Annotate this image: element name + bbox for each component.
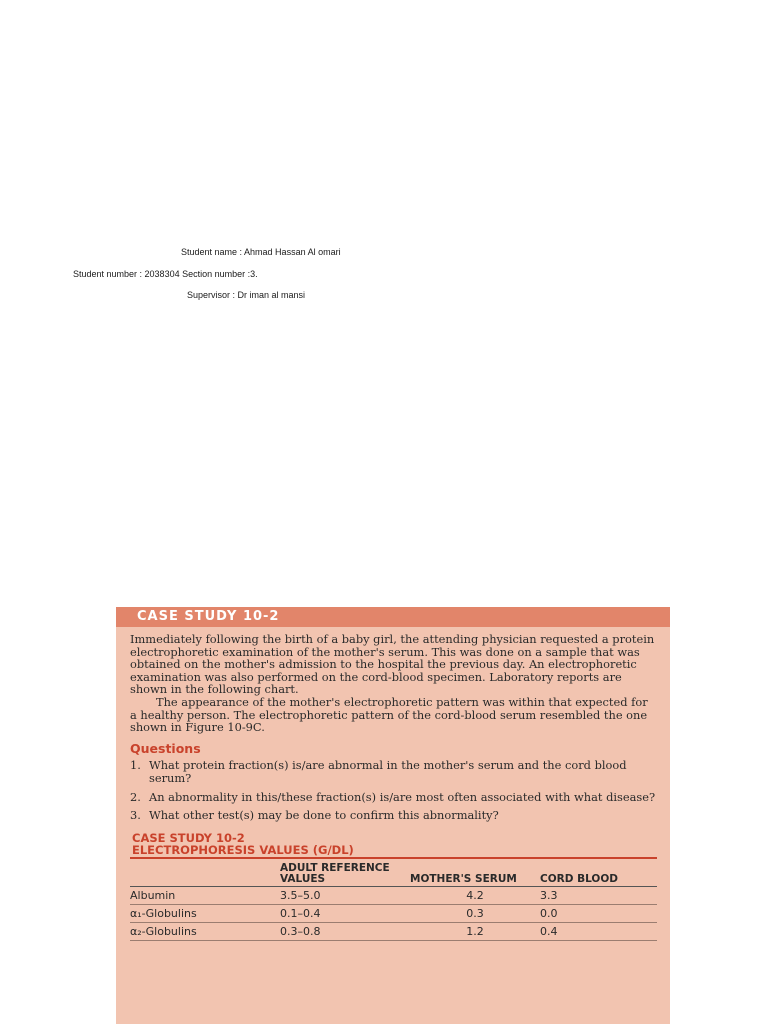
table-row <box>130 922 657 940</box>
table-row <box>130 886 657 904</box>
question-item <box>130 809 658 822</box>
question-text: An abnormality in this/these fraction(s) is/are most often associated with what disease? <box>149 789 656 804</box>
case-study-image <box>116 607 670 1024</box>
table-cell: α₁-Globulins <box>130 904 280 922</box>
supervisor: Supervisor : Dr iman al mansi <box>187 290 306 300</box>
table-title-line-1: CASE STUDY 10-2 <box>132 830 245 845</box>
question-item <box>130 791 658 804</box>
table-header-row <box>130 861 657 887</box>
question-text: What protein fraction(s) is/are abnormal in the mother's serum and the cord blood serum? <box>149 758 627 785</box>
table-cell: 0.1–0.4 <box>280 904 410 922</box>
table-cell: 3.3 <box>540 886 657 904</box>
question-item <box>130 759 658 784</box>
table-title-line-2: ELECTROPHORESIS VALUES (G/DL) <box>132 842 354 857</box>
case-study-body <box>116 627 670 941</box>
table-cell: 0.3 <box>410 904 540 922</box>
question-number: 2. <box>130 789 141 804</box>
table-cell: 4.2 <box>410 886 540 904</box>
table-cell: 0.4 <box>540 922 657 940</box>
question-number: 3. <box>130 808 141 823</box>
case-paragraph-2: The appearance of the mother's electrophoretic pattern was within that expected for a healthy person. The electrophoretic pattern of the cord-blood serum resembled the one shown in Figure 10-9C. <box>130 694 648 735</box>
column-header: ADULT REFERENCE VALUES <box>280 861 410 887</box>
table-cell: Albumin <box>130 886 280 904</box>
column-header: CORD BLOOD <box>540 861 657 887</box>
table-cell: α₂-Globulins <box>130 922 280 940</box>
column-header: MOTHER'S SERUM <box>410 861 540 887</box>
table-row <box>130 904 657 922</box>
case-study-header: CASE STUDY 10-2 <box>116 607 670 627</box>
table-title-rule <box>130 857 657 859</box>
column-header <box>130 861 280 887</box>
table-cell: 0.0 <box>540 904 657 922</box>
electrophoresis-table <box>130 861 657 941</box>
table-cell: 1.2 <box>410 922 540 940</box>
question-number: 1. <box>130 758 141 773</box>
table-title <box>130 832 658 856</box>
question-text: What other test(s) may be done to confirm this abnormality? <box>149 808 499 823</box>
student-name: Student name : Ahmad Hassan Al omari <box>181 247 341 257</box>
table-cell: 3.5–5.0 <box>280 886 410 904</box>
student-number: Student number : 2038304 Section number :3. <box>73 269 258 279</box>
table-cell: 0.3–0.8 <box>280 922 410 940</box>
questions-title: Questions <box>130 740 201 756</box>
case-paragraph-1: Immediately following the birth of a baby girl, the attending physician requested a protein electrophoretic examination of the mother's serum. This was done on a sample that was obtained on the mother's admission to the hospital the previous day. An electrophoretic examination was also performed on the cord-blood specimen. Laboratory reports are shown in the following chart. <box>130 632 655 697</box>
